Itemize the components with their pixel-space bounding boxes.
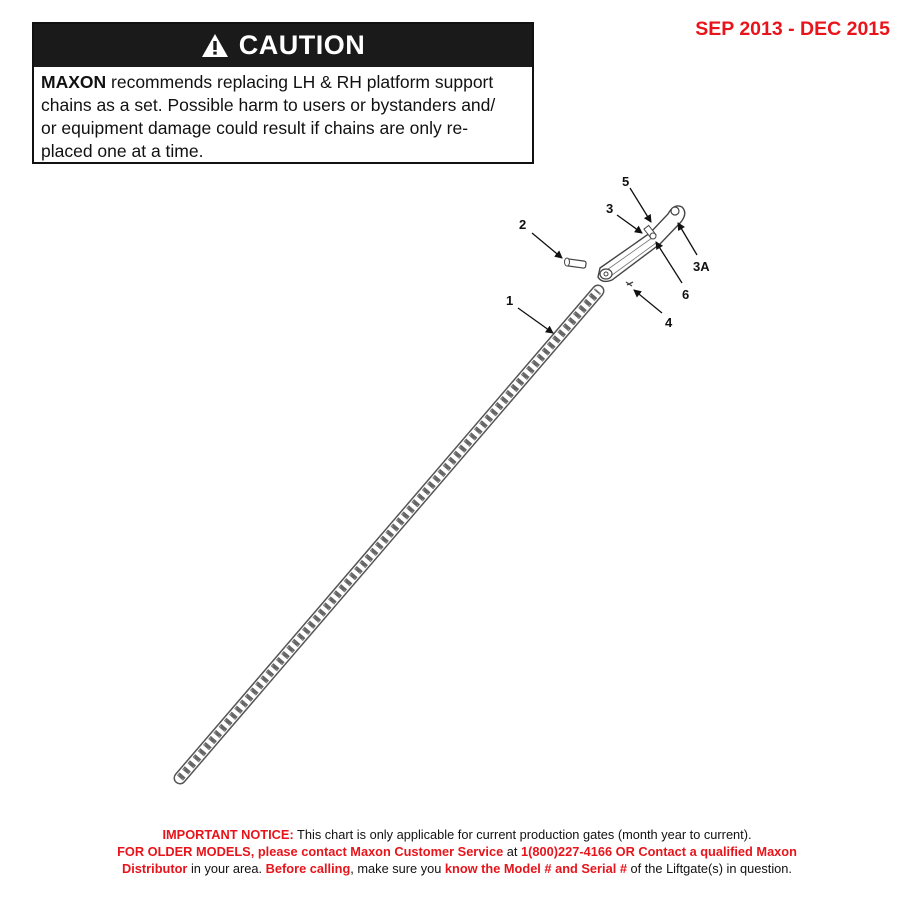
older-models: FOR OLDER MODELS, please contact Maxon Customer Service xyxy=(117,844,504,859)
callout-3a: 3A xyxy=(693,259,710,274)
callout-5: 5 xyxy=(622,174,630,189)
phone-contact: 1(800)227-4166 OR Contact a qualified Maxon xyxy=(521,844,797,859)
notice-line-3 xyxy=(0,860,914,877)
before-calling: Before calling xyxy=(265,861,351,876)
notice-line-1 xyxy=(0,826,914,843)
callout-1: 1 xyxy=(506,293,514,308)
notice-line-2 xyxy=(0,843,914,860)
notice-at: at xyxy=(503,844,521,859)
important-notice xyxy=(0,826,914,877)
caution-line2: chains as a set. Possible harm to users or bystanders and/ xyxy=(41,95,496,115)
cotter-pin xyxy=(626,282,633,286)
of-liftgate: of the Liftgate(s) in question. xyxy=(626,861,792,876)
know-model-serial: know the Model # and Serial # xyxy=(444,861,627,876)
date-range: SEP 2013 - DEC 2015 xyxy=(695,18,890,40)
in-your-area: in your area. xyxy=(187,861,266,876)
caution-title: CAUTION xyxy=(238,30,366,60)
make-sure: , make sure you xyxy=(350,861,445,876)
clevis-pin xyxy=(565,258,587,268)
callout-3: 3 xyxy=(606,201,614,216)
important-label: IMPORTANT NOTICE: xyxy=(162,827,294,842)
important-text: This chart is only applicable for current production gates (month year to current). xyxy=(293,827,752,842)
callout-2: 2 xyxy=(519,217,527,232)
callout-4: 4 xyxy=(665,315,673,330)
caution-line1: recommends replacing LH & RH platform support xyxy=(106,72,494,92)
support-chain xyxy=(178,289,600,780)
caution-line3: or equipment damage could result if chains are only re- xyxy=(41,118,469,138)
distributor: Distributor xyxy=(122,861,188,876)
caution-brand: MAXON xyxy=(41,72,107,92)
callout-6: 6 xyxy=(682,287,690,302)
caution-line4: placed one at a time. xyxy=(41,141,204,161)
chain-bracket xyxy=(598,206,685,282)
